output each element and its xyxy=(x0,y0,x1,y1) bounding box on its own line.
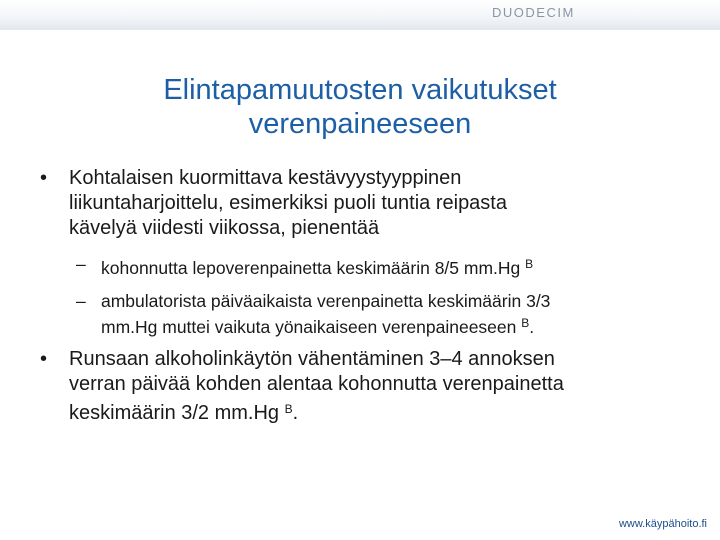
bullet-line: liikuntaharjoittelu, esimerkiksi puoli tuntia reipasta xyxy=(69,192,507,214)
evidence-grade: B xyxy=(521,316,530,330)
bullet-line: keskimäärin 3/2 mm.Hg xyxy=(69,402,280,424)
sub-bullet-line: ambulatorista päiväaikaista verenpainetta keskimäärin 3/3 xyxy=(101,291,551,311)
bullet-item xyxy=(40,347,700,426)
footer-url: www.käypähoito.fi xyxy=(618,518,707,530)
sub-bullet-item xyxy=(76,290,706,338)
bullet-line: verran päivää kohden alentaa kohonnutta verenpainetta xyxy=(69,373,564,395)
sub-bullet-line: mm.Hg muttei vaikuta yönaikaiseen verenpaineeseen xyxy=(101,317,517,337)
title-line: verenpaineeseen xyxy=(248,108,472,140)
bullet-line: kävelyä viidesti viikossa, pienentää xyxy=(69,217,380,239)
bullet-marker: • xyxy=(40,348,48,370)
slide-title xyxy=(60,73,660,141)
header-bar xyxy=(0,0,720,30)
title-line: Elintapamuutosten vaikutukset xyxy=(163,74,557,106)
bullet-item xyxy=(40,166,700,241)
duodecim-logo: DUODECIM xyxy=(492,5,575,20)
bullet-line: Runsaan alkoholinkäytön vähentäminen 3–4 annoksen xyxy=(69,348,555,370)
evidence-grade: B xyxy=(284,402,293,416)
bullet-tail: . xyxy=(292,402,299,424)
sub-bullet-marker: – xyxy=(76,254,86,274)
sub-bullet-item xyxy=(76,253,706,279)
sub-bullet-line: kohonnutta lepoverenpainetta keskimäärin 8/5 mm.Hg xyxy=(101,258,521,278)
bullet-marker: • xyxy=(40,167,48,189)
bullet-line: Kohtalaisen kuormittava kestävyystyyppinen xyxy=(69,167,462,189)
sub-bullet-tail: . xyxy=(529,317,535,337)
sub-bullet-marker: – xyxy=(76,291,86,311)
evidence-grade: B xyxy=(525,257,534,271)
